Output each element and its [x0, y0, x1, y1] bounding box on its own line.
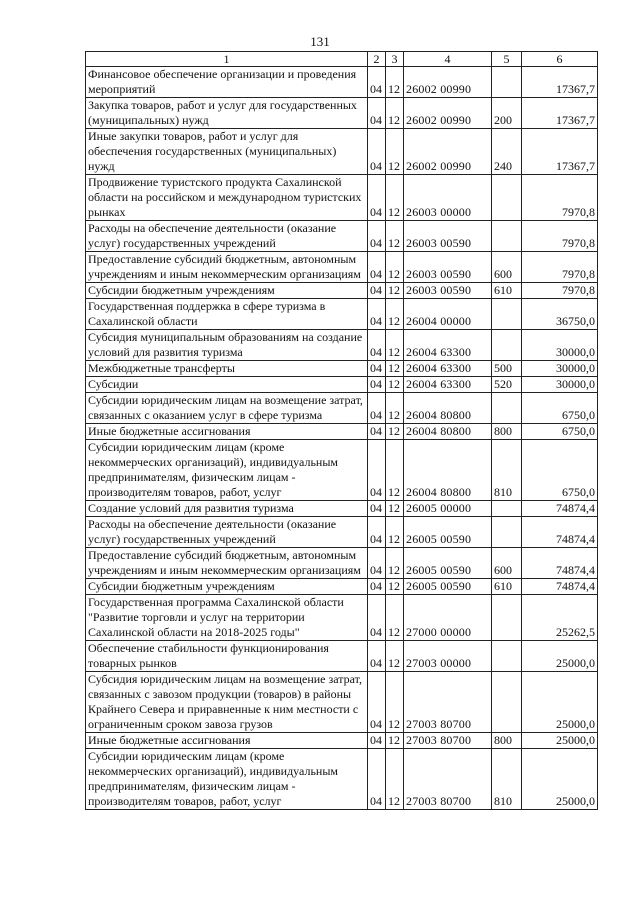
subsection-code: 12 [386, 98, 404, 129]
expense-type-code [492, 517, 522, 548]
amount: 74874,4 [522, 517, 598, 548]
table-row [86, 330, 598, 361]
section-code: 04 [368, 393, 386, 424]
amount: 25000,0 [522, 733, 598, 749]
expense-type-code: 610 [492, 283, 522, 299]
column-header: 5 [492, 52, 522, 67]
subsection-code: 12 [386, 129, 404, 175]
target-article-code: 26004 63300 [404, 377, 492, 393]
table-row [86, 221, 598, 252]
expense-type-code: 800 [492, 424, 522, 440]
amount: 25000,0 [522, 641, 598, 672]
row-name: Субсидии юридическим лицам (кроме некоммерческих организаций), индивидуальным предпринимателям, физическим лицам - производителям товаров, работ, услуг [86, 440, 368, 501]
row-name: Продвижение туристского продукта Сахалинской области на российском и международном туристских рынках [86, 175, 368, 221]
table-row [86, 424, 598, 440]
target-article-code: 26004 80800 [404, 440, 492, 501]
amount: 25000,0 [522, 672, 598, 733]
amount: 7970,8 [522, 221, 598, 252]
table-row [86, 299, 598, 330]
section-code: 04 [368, 377, 386, 393]
row-name: Финансовое обеспечение организации и проведения мероприятий [86, 67, 368, 98]
table-row [86, 595, 598, 641]
expense-type-code [492, 641, 522, 672]
section-code: 04 [368, 749, 386, 810]
amount: 6750,0 [522, 393, 598, 424]
subsection-code: 12 [386, 175, 404, 221]
target-article-code: 26004 80800 [404, 424, 492, 440]
expense-type-code: 810 [492, 440, 522, 501]
subsection-code: 12 [386, 440, 404, 501]
column-header: 3 [386, 52, 404, 67]
subsection-code: 12 [386, 424, 404, 440]
amount: 30000,0 [522, 377, 598, 393]
target-article-code: 26005 00000 [404, 501, 492, 517]
row-name: Государственная программа Сахалинской области "Развитие торговли и услуг на территории Сахалинской области на 2018-2025 годы" [86, 595, 368, 641]
amount: 74874,4 [522, 548, 598, 579]
target-article-code: 26002 00990 [404, 98, 492, 129]
row-name: Предоставление субсидий бюджетным, автономным учреждениям и иным некоммерческим организациям [86, 548, 368, 579]
target-article-code: 26002 00990 [404, 129, 492, 175]
column-number-row [86, 52, 598, 67]
target-article-code: 26003 00590 [404, 252, 492, 283]
subsection-code: 12 [386, 548, 404, 579]
table-row [86, 733, 598, 749]
table-row [86, 440, 598, 501]
expense-type-code: 240 [492, 129, 522, 175]
target-article-code: 27003 80700 [404, 733, 492, 749]
section-code: 04 [368, 579, 386, 595]
expense-type-code: 200 [492, 98, 522, 129]
column-header: 2 [368, 52, 386, 67]
expense-type-code: 800 [492, 733, 522, 749]
amount: 74874,4 [522, 501, 598, 517]
subsection-code: 12 [386, 641, 404, 672]
section-code: 04 [368, 641, 386, 672]
target-article-code: 26002 00990 [404, 67, 492, 98]
row-name: Субсидии юридическим лицам на возмещение затрат, связанных с оказанием услуг в сфере туризма [86, 393, 368, 424]
table-row [86, 672, 598, 733]
section-code: 04 [368, 175, 386, 221]
row-name: Закупка товаров, работ и услуг для государственных (муниципальных) нужд [86, 98, 368, 129]
table-row [86, 501, 598, 517]
target-article-code: 27003 00000 [404, 641, 492, 672]
column-header: 6 [522, 52, 598, 67]
subsection-code: 12 [386, 252, 404, 283]
amount: 6750,0 [522, 440, 598, 501]
budget-table [85, 51, 598, 810]
target-article-code: 26005 00590 [404, 517, 492, 548]
target-article-code: 26004 63300 [404, 330, 492, 361]
target-article-code: 26004 00000 [404, 299, 492, 330]
section-code: 04 [368, 283, 386, 299]
row-name: Иные бюджетные ассигнования [86, 733, 368, 749]
row-name: Обеспечение стабильности функционирования товарных рынков [86, 641, 368, 672]
target-article-code: 26003 00590 [404, 283, 492, 299]
table-row [86, 393, 598, 424]
table-row [86, 579, 598, 595]
row-name: Государственная поддержка в сфере туризма в Сахалинской области [86, 299, 368, 330]
subsection-code: 12 [386, 672, 404, 733]
subsection-code: 12 [386, 579, 404, 595]
section-code: 04 [368, 424, 386, 440]
target-article-code: 27003 80700 [404, 749, 492, 810]
table-row [86, 98, 598, 129]
amount: 6750,0 [522, 424, 598, 440]
expense-type-code [492, 672, 522, 733]
subsection-code: 12 [386, 377, 404, 393]
target-article-code: 26003 00000 [404, 175, 492, 221]
section-code: 04 [368, 98, 386, 129]
section-code: 04 [368, 252, 386, 283]
row-name: Субсидия муниципальным образованиям на создание условий для развития туризма [86, 330, 368, 361]
expense-type-code [492, 330, 522, 361]
expense-type-code: 610 [492, 579, 522, 595]
row-name: Расходы на обеспечение деятельности (оказание услуг) государственных учреждений [86, 221, 368, 252]
section-code: 04 [368, 67, 386, 98]
section-code: 04 [368, 440, 386, 501]
section-code: 04 [368, 733, 386, 749]
section-code: 04 [368, 595, 386, 641]
subsection-code: 12 [386, 283, 404, 299]
expense-type-code: 810 [492, 749, 522, 810]
column-header: 4 [404, 52, 492, 67]
table-row [86, 252, 598, 283]
target-article-code: 26005 00590 [404, 579, 492, 595]
row-name: Субсидии бюджетным учреждениям [86, 283, 368, 299]
subsection-code: 12 [386, 299, 404, 330]
row-name: Иные закупки товаров, работ и услуг для обеспечения государственных (муниципальных) нужд [86, 129, 368, 175]
table-row [86, 517, 598, 548]
target-article-code: 26003 00590 [404, 221, 492, 252]
table-row [86, 67, 598, 98]
row-name: Иные бюджетные ассигнования [86, 424, 368, 440]
target-article-code: 26004 63300 [404, 361, 492, 377]
amount: 30000,0 [522, 330, 598, 361]
target-article-code: 26004 80800 [404, 393, 492, 424]
target-article-code: 27003 80700 [404, 672, 492, 733]
amount: 36750,0 [522, 299, 598, 330]
expense-type-code: 600 [492, 548, 522, 579]
table-row [86, 361, 598, 377]
subsection-code: 12 [386, 361, 404, 377]
expense-type-code: 520 [492, 377, 522, 393]
row-name: Расходы на обеспечение деятельности (оказание услуг) государственных учреждений [86, 517, 368, 548]
amount: 17367,7 [522, 98, 598, 129]
subsection-code: 12 [386, 733, 404, 749]
amount: 17367,7 [522, 67, 598, 98]
expense-type-code [492, 175, 522, 221]
expense-type-code [492, 299, 522, 330]
row-name: Субсидия юридическим лицам на возмещение затрат, связанных с завозом продукции (товаров) в районы Крайнего Севера и приравненные к ним местности с ограниченным сроком завоза грузов [86, 672, 368, 733]
column-header: 1 [86, 52, 368, 67]
expense-type-code [492, 393, 522, 424]
subsection-code: 12 [386, 221, 404, 252]
expense-type-code [492, 595, 522, 641]
row-name: Создание условий для развития туризма [86, 501, 368, 517]
section-code: 04 [368, 672, 386, 733]
row-name: Субсидии бюджетным учреждениям [86, 579, 368, 595]
expense-type-code: 500 [492, 361, 522, 377]
table-row [86, 283, 598, 299]
expense-type-code [492, 67, 522, 98]
expense-type-code [492, 501, 522, 517]
table-row [86, 641, 598, 672]
amount: 74874,4 [522, 579, 598, 595]
target-article-code: 26005 00590 [404, 548, 492, 579]
subsection-code: 12 [386, 67, 404, 98]
section-code: 04 [368, 129, 386, 175]
amount: 25000,0 [522, 749, 598, 810]
expense-type-code [492, 221, 522, 252]
section-code: 04 [368, 221, 386, 252]
section-code: 04 [368, 299, 386, 330]
amount: 7970,8 [522, 283, 598, 299]
target-article-code: 27000 00000 [404, 595, 492, 641]
section-code: 04 [368, 548, 386, 579]
subsection-code: 12 [386, 393, 404, 424]
table-row [86, 175, 598, 221]
amount: 7970,8 [522, 252, 598, 283]
row-name: Межбюджетные трансферты [86, 361, 368, 377]
table-row [86, 377, 598, 393]
table-row [86, 548, 598, 579]
amount: 17367,7 [522, 129, 598, 175]
subsection-code: 12 [386, 330, 404, 361]
row-name: Предоставление субсидий бюджетным, автономным учреждениям и иным некоммерческим организациям [86, 252, 368, 283]
section-code: 04 [368, 501, 386, 517]
subsection-code: 12 [386, 595, 404, 641]
section-code: 04 [368, 517, 386, 548]
section-code: 04 [368, 361, 386, 377]
subsection-code: 12 [386, 749, 404, 810]
section-code: 04 [368, 330, 386, 361]
table-row [86, 129, 598, 175]
subsection-code: 12 [386, 517, 404, 548]
subsection-code: 12 [386, 501, 404, 517]
amount: 30000,0 [522, 361, 598, 377]
amount: 25262,5 [522, 595, 598, 641]
amount: 7970,8 [522, 175, 598, 221]
table-row [86, 749, 598, 810]
row-name: Субсидии [86, 377, 368, 393]
page-number: 131 [310, 34, 330, 49]
expense-type-code: 600 [492, 252, 522, 283]
row-name: Субсидии юридическим лицам (кроме некоммерческих организаций), индивидуальным предпринимателям, физическим лицам - производителям товаров, работ, услуг [86, 749, 368, 810]
